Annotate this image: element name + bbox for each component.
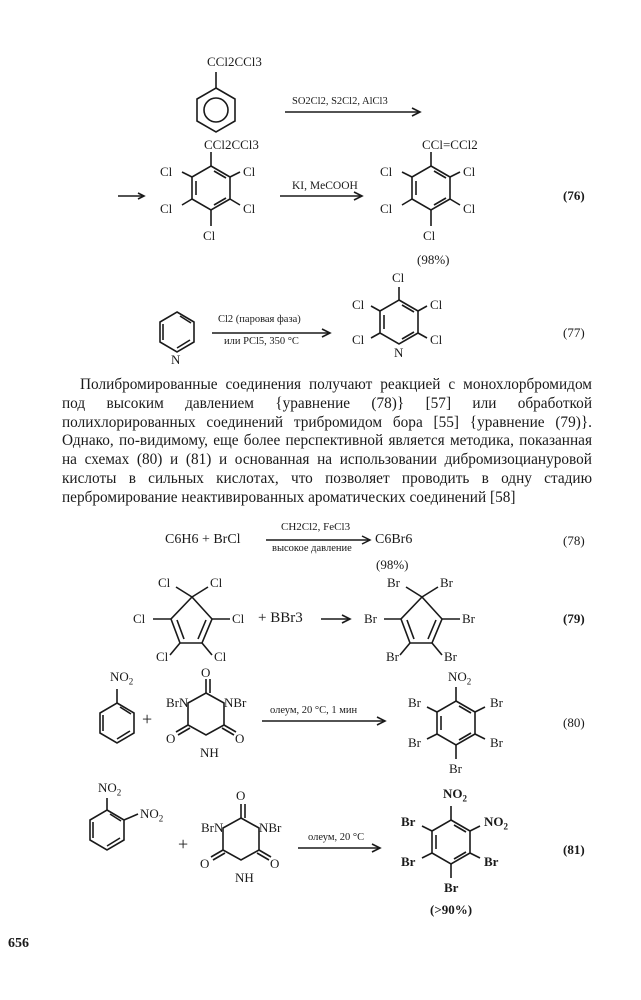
br-label: Br [444,649,457,664]
br-label: Br [462,611,475,626]
dinitrobenzene-ring [90,810,124,850]
cl-label: Cl [243,164,256,179]
oxo-label: O [235,731,245,746]
br-label: Br [449,761,462,776]
conditions-78-top: CH2Cl2, FeCl3 [281,521,351,533]
cl-label: Cl [423,228,436,243]
cl-label: Cl [392,270,405,285]
dbi-ring-2 [223,818,259,860]
equation-number-80: (80) [563,715,585,730]
br-label: Br [490,735,503,750]
scheme-78 [0,515,641,575]
dbi-ring-1 [188,693,224,735]
body-paragraph [62,376,592,508]
scheme-77 [0,270,641,370]
yield-78: (98%) [376,557,409,572]
yield-76: (98%) [417,252,450,267]
reagents-77-bottom: или PCl5, 350 °C [224,336,299,347]
br-label: Br [401,854,416,869]
oxo-label: O [270,856,280,871]
scheme-79 [0,575,641,670]
oxo-label: O [236,788,246,803]
cl-label: Cl [380,164,393,179]
reactants-78: C6H6 + BrCl [165,532,241,547]
ring-3 [412,166,450,210]
cl-label: Cl [133,611,146,626]
br-label: Br [444,880,459,895]
product-78: C6Br6 [375,532,413,547]
mid-substituent: CCl2CCl3 [204,137,259,152]
br-label: Br [408,735,421,750]
reagents-1: SO2Cl2, S2Cl2, AlCl3 [292,96,388,107]
nitrobenzene-ring [100,703,134,743]
conditions-78-bottom: высокое давление [272,543,352,554]
cl-label: Cl [214,649,227,664]
cl-label: Cl [463,201,476,216]
cl-label: Cl [352,332,365,347]
reagents-2: KI, MeCOOH [292,180,358,192]
conditions-80: олеум, 20 °C, 1 мин [270,705,358,716]
cl-label: Cl [430,297,443,312]
scheme-77-structures [0,270,641,370]
nh-label: NH [235,870,254,885]
oxo-label: O [200,856,210,871]
benzene-ring-1 [197,88,235,132]
br-label: Br [364,611,377,626]
yield-81: (>90%) [430,902,473,917]
cl-label: Cl [160,201,173,216]
scheme-76-structures [0,0,641,275]
cl-label: Cl [243,201,256,216]
br-label: Br [440,575,453,590]
n-atom: N [171,352,181,367]
top-substituent: CCl2CCl3 [207,54,262,69]
cl-label: Cl [210,575,223,590]
oxo-label: O [201,665,211,680]
paragraph-text: Полибромированные соединения получают реакцией с монохлорбромидом под высоким давлением {уравнение (78)} [57] или обработкой полихлорированных соединений трибромидом бора [55] {уравнение (79)}. Однако, по-видимому, еще более перспективной является методика, показанная на схемах (80) и (81) и основанная на использовании дибромизоциануровой кислоты в сильных кислотах, что позволяет проводить в одну стадию пербромирование неактивированных ароматических соединений [58] [62,376,592,506]
br-label: Br [408,695,421,710]
no2-label: $NO_2$ [110,669,134,687]
scheme-79-structures [0,575,641,670]
no2-label: $NO_2$ [484,814,508,832]
cl-label: Cl [463,164,476,179]
br-label: Br [484,854,499,869]
equation-number-79: (79) [563,611,585,626]
br-label: Br [490,695,503,710]
plus-sign: + [178,834,189,854]
scheme-81 [0,780,641,930]
product-substituent: CCl=CCl2 [422,137,478,152]
benzene-aromatic-circle [204,98,228,122]
nbr-label: NBr [224,695,247,710]
cl-label: Cl [380,201,393,216]
equation-number-76: (76) [563,188,585,203]
page-number: 656 [8,936,29,951]
br-label: Br [387,575,400,590]
cl-label: Cl [160,164,173,179]
equation-number-81: (81) [563,842,585,857]
scheme-80 [0,665,641,785]
cl-label: Cl [203,228,216,243]
equation-number-77: (77) [563,325,585,340]
plus-sign: + [142,709,153,729]
oxo-label: O [166,731,176,746]
no2-label: $NO_2$ [98,780,122,798]
scheme-80-structures [0,665,641,785]
cl-label: Cl [156,649,169,664]
ring-2 [192,166,230,210]
reagents-77-top: Cl2 (паровая фаза) [218,314,301,325]
product-ring-81 [432,820,470,864]
cl-label: Cl [430,332,443,347]
br-label: Br [401,814,416,829]
product-ring-80 [437,701,475,745]
nbr-label: NBr [259,820,282,835]
pentachloropyridine-ring [380,300,418,344]
pyridine-ring [160,312,194,352]
cl-label: Cl [158,575,171,590]
equation-number-78: (78) [563,533,585,548]
nbr-label: BrN [201,820,224,835]
plus-reagent-79: + BBr3 [258,610,303,626]
nh-label: NH [200,745,219,760]
cl-label: Cl [232,611,245,626]
br-label: Br [386,649,399,664]
no2-label: $NO_2$ [448,669,472,687]
conditions-81: олеум, 20 °C [308,832,365,843]
no2-label: $NO_2$ [443,786,467,804]
scheme-81-structures [0,780,641,930]
scheme-76 [0,0,641,275]
nbr-label: BrN [166,695,189,710]
n-atom: N [394,345,404,360]
no2-label: $NO_2$ [140,806,164,824]
cl-label: Cl [352,297,365,312]
